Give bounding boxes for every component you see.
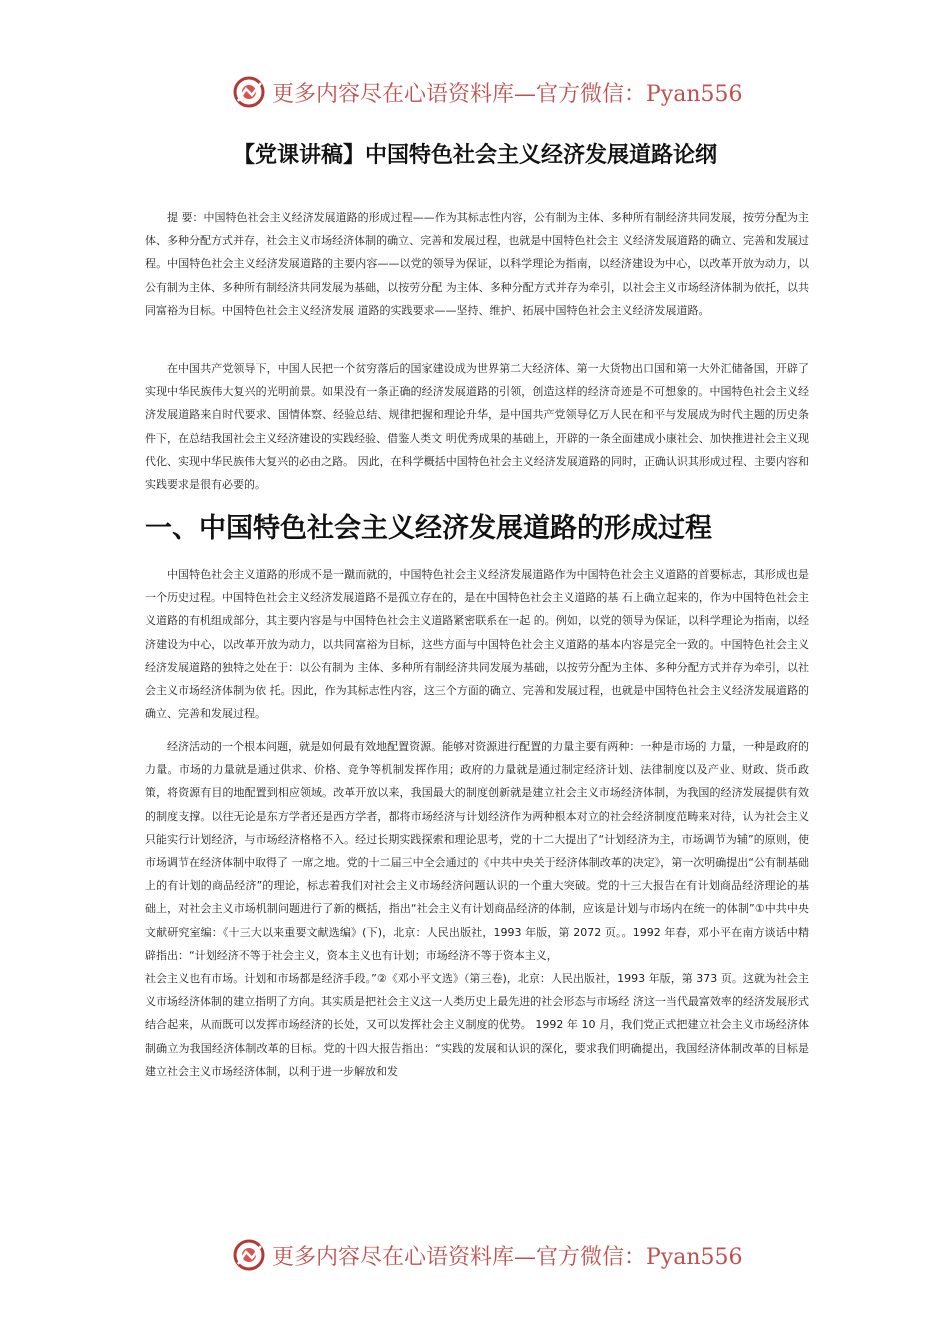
page-title: 【党课讲稿】中国特色社会主义经济发展道路论纲 xyxy=(232,143,717,168)
section-paragraph: 经济活动的一个根本问题，就是如何最有效地配置资源。能够对资源进行配置的力量主要有两种：一种是市场的 力量，一种是政府的力量。市场的力量就是通过供求、价格、竞争等机制发挥作用；政府的力量就是通过制定经济计划、法律制度以及产业、财政、货币政策，将资源有目的地配置到相应领域。改革开放以来，我国最大的制度创新就是建立社会主义市场经济体制，为我国的经济发展提供有效的制度支撑。以往无论是东方学者还是西方学者，都将市场经济与计划经济作为两种根本对立的社会经济制度范畴来对待，认为社会主义只能实行计划经济，与市场经济格格不入。经过长期实践探索和理论思考，党的十二大提出了“计划经济为主，市场调节为辅”的原则，使市场调节在经济体制中取得了 一席之地。党的十二届三中全会通过的《中共中央关于经济体制改革的决定》，第一次明确提出“公有制基础上的有计划的商品经济”的理论，标志着我们对社会主义市场经济问题认识的一个重大突破。党的十三大报告在有计划商品经济理论的基础上，对社会主义市场机制问题进行了新的概括，指出“社会主义有计划商品经济的体制，应该是计划与市场内在统一的体制”①中共中央文献研究室编：《十三大以来重要文献选编》(下)，北京：人民出版社，1993 年版，第 2072 页。。1992 年春，邓小平在南方谈话中精辟指出：“计划经济不等于社会主义，资本主义也有计划；市场经济不等于资本主义， xyxy=(145,740,809,962)
section-body-1 xyxy=(145,563,809,725)
logo-icon xyxy=(232,1238,266,1272)
intro-block xyxy=(145,357,809,496)
footer-watermark xyxy=(232,1237,743,1273)
section-heading: 一、中国特色社会主义经济发展道路的形成过程 xyxy=(145,513,712,544)
header-watermark xyxy=(232,74,743,110)
section-body-2 xyxy=(145,735,809,1083)
section-paragraph: 中国特色社会主义道路的形成不是一蹴而就的，中国特色社会主义经济发展道路作为中国特色社会主义道路的首要标志，其形成也是一个历史过程。中国特色社会主义经济发展道路不是孤立存在的，是在中国特色社会主义道路的基 石上确立起来的，作为中国特色社会主义道路的有机组成部分，其主要内容是与中国特色社会主义道路紧密联系在一起 的。例如，以党的领导为保证，以科学理论为指南，以经济建设为中心，以改革开放为动力，以共同富裕为目标，这些方面与中国特色社会主义道路的基本内容是完全一致的。中国特色社会主义经济发展道路的独特之处在于：以公有制为 主体、多种所有制经济共同发展为基础，以按劳分配为主体、多种分配方式并存为牵引，以社会主义市场经济体制为依 托。因此，作为其标志性内容，这三个方面的确立、完善和发展过程，也就是中国特色社会主义经济发展道路的确立、完善和发展过程。 xyxy=(145,568,809,721)
abstract-paragraph: 提 要：中国特色社会主义经济发展道路的形成过程——作为其标志性内容，公有制为主体、多种所有制经济共同发展，按劳分配为主体、多种分配方式并存，社会主义市场经济体制的确立、完善和发展过程，也就是中国特色社会主 义经济发展道路的确立、完善和发展过程。中国特色社会主义经济发展道路的主要内容——以党的领导为保证，以科学理论为指南，以经济建设为中心，以改革开放为动力，以公有制为主体、多种所有制经济共同发展为基础，以按劳分配 为主体、多种分配方式并存为牵引，以社会主义市场经济体制为依托，以共同富裕为目标。中国特色社会主义经济发展 道路的实践要求——坚持、维护、拓展中国特色社会主义经济发展道路。 xyxy=(145,211,809,317)
section-paragraph: 社会主义也有市场。计划和市场都是经济手段。”②《邓小平文选》（第三卷)，北京：人民出版社，1993 年版，第 373 页。这就为社会主义市场经济体制的建立指明了方向。其实质是把社会主义这一人类历史上最先进的社会形态与市场经 济这一当代最富效率的经济发展形式结合起来，从而既可以发挥市场经济的长处，又可以发挥社会主义制度的优势。 1992 年 10 月，我们党正式把建立社会主义市场经济体制确立为我国经济体制改革的目标。党的十四大报告指出：“实践的发展和认识的深化，要求我们明确提出，我国经济体制改革的目标是建立社会主义市场经济体制，以利于进一步解放和发 xyxy=(145,972,809,1078)
watermark-text: 更多内容尽在心语资料库—官方微信：Pyan556 xyxy=(272,1244,743,1270)
abstract-block xyxy=(145,206,809,322)
logo-icon xyxy=(232,75,266,109)
intro-paragraph: 在中国共产党领导下，中国人民把一个贫穷落后的国家建设成为世界第二大经济体、第一大货物出口国和第一大外汇储备国，开辟了实现中华民族伟大复兴的光明前景。如果没有一条正确的经济发展道路的引领，创造这样的经济奇迹是不可想象的。中国特色社会主义经济发展道路来自时代要求、国情体察、经验总结、规律把握和理论升华，是中国共产党领导亿万人民在和平与发展成为时代主题的历史条件下，在总结我国社会主义经济建设的实践经验、借鉴人类文 明优秀成果的基础上，开辟的一条全面建成小康社会、加快推进社会主义现代化、实现中华民族伟大复兴的必由之路。 因此，在科学概括中国特色社会主义经济发展道路的同时，正确认识其形成过程、主要内容和实践要求是很有必要的。 xyxy=(145,362,809,492)
watermark-text: 更多内容尽在心语资料库—官方微信：Pyan556 xyxy=(272,81,743,107)
